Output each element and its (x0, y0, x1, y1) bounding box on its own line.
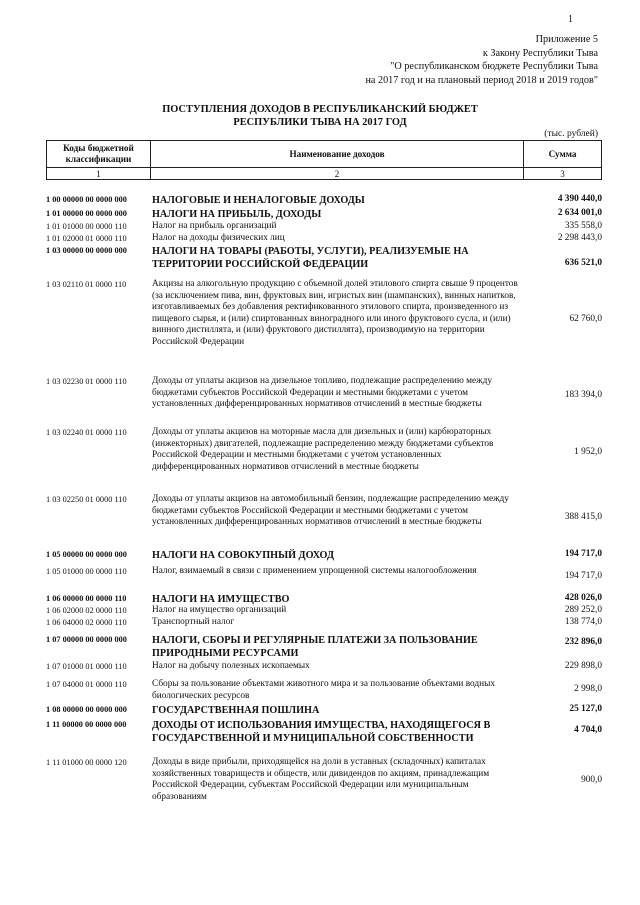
header-num-2: 2 (150, 168, 523, 180)
row-amount: 25 127,0 (569, 704, 602, 714)
row-name: НАЛОГИ НА СОВОКУПНЫЙ ДОХОД (152, 550, 334, 561)
row-code: 1 06 04000 02 0000 110 (46, 618, 127, 627)
row-amount: 289 252,0 (564, 605, 602, 615)
appendix-line: "О республиканском бюджете Республики Тыва (390, 61, 598, 72)
row-code: 1 03 02230 01 0000 110 (46, 377, 127, 386)
row-name: НАЛОГИ НА ТОВАРЫ (РАБОТЫ, УСЛУГИ), РЕАЛИЗУЕМЫЕ НА ТЕРРИТОРИИ РОССИЙСКОЙ ФЕДЕРАЦИИ (152, 246, 469, 270)
row-name: Транспортный налог (152, 617, 235, 627)
row-code: 1 05 00000 00 0000 000 (46, 550, 127, 559)
row-code: 1 01 01000 00 0000 110 (46, 222, 127, 231)
row-amount: 4 704,0 (574, 725, 602, 735)
row-code: 1 03 02250 01 0000 110 (46, 495, 127, 504)
appendix-block (365, 33, 598, 87)
row-code: 1 01 00000 00 0000 000 (46, 209, 127, 218)
header-num-3: 3 (524, 168, 602, 180)
row-code: 1 00 00000 00 0000 000 (46, 195, 127, 204)
row-name: Доходы в виде прибыли, приходящейся на доли в уставных (складочных) капиталах хозяйственных товариществ и обществ, или дивидендов по акциям, принадлежащим Российской Федерации, субъектам Российской Федерации или муниципальным образованиям (152, 757, 490, 802)
unit-label: (тыс. рублей) (544, 129, 598, 139)
row-name: ДОХОДЫ ОТ ИСПОЛЬЗОВАНИЯ ИМУЩЕСТВА, НАХОДЯЩЕГОСЯ В ГОСУДАРСТВЕННОЙ И МУНИЦИПАЛЬНОЙ СОБСТВЕННОСТИ (152, 720, 491, 744)
row-amount: 335 558,0 (564, 221, 602, 231)
row-name: НАЛОГИ НА ИМУЩЕСТВО (152, 594, 290, 605)
row-name: Налог на доходы физических лиц (152, 233, 285, 243)
row-amount: 194 717,0 (564, 571, 602, 581)
row-code: 1 11 00000 00 0000 000 (46, 720, 127, 729)
row-code: 1 03 02110 01 0000 110 (46, 280, 127, 289)
row-amount: 1 952,0 (574, 447, 602, 457)
row-amount: 428 026,0 (564, 593, 602, 603)
header-name: Наименование доходов (150, 141, 523, 168)
row-code: 1 05 01000 00 0000 110 (46, 567, 127, 576)
row-name: НАЛОГИ НА ПРИБЫЛЬ, ДОХОДЫ (152, 209, 322, 220)
row-name: НАЛОГИ, СБОРЫ И РЕГУЛЯРНЫЕ ПЛАТЕЖИ ЗА ПОЛЬЗОВАНИЕ ПРИРОДНЫМИ РЕСУРСАМИ (152, 635, 478, 659)
title-line: РЕСПУБЛИКИ ТЫВА НА 2017 ГОД (233, 116, 407, 128)
appendix-line: Приложение 5 (535, 34, 598, 45)
row-code: 1 03 02240 01 0000 110 (46, 428, 127, 437)
row-amount: 2 634 001,0 (557, 208, 602, 218)
row-amount: 388 415,0 (564, 512, 602, 522)
row-code: 1 03 00000 00 0000 000 (46, 246, 127, 255)
row-amount: 636 521,0 (564, 258, 602, 268)
row-code: 1 06 00000 00 0000 110 (46, 594, 127, 603)
row-code: 1 07 00000 00 0000 000 (46, 635, 127, 644)
row-name: Налог на добычу полезных ископаемых (152, 661, 310, 671)
row-amount: 2 298 443,0 (557, 233, 602, 243)
row-amount: 232 896,0 (564, 637, 602, 647)
document-title (0, 104, 640, 129)
row-amount: 4 390 440,0 (557, 194, 602, 204)
row-code: 1 08 00000 00 0000 000 (46, 705, 127, 714)
row-name: Налог на прибыль организаций (152, 221, 277, 231)
header-amount: Сумма (524, 141, 602, 168)
appendix-line: на 2017 год и на плановый период 2018 и 2019 годов" (365, 74, 598, 86)
row-name: Доходы от уплаты акцизов на дизельное топливо, подлежащие распределению между бюджетами субъектов Российской Федерации и местными бюджетами с учетом установленных дифференцированных нормативов отчислений в местные бюджеты (152, 376, 492, 409)
row-name: Доходы от уплаты акцизов на моторные масла для дизельных и (или) карбюраторных (инжекторных) двигателей, подлежащие распределению между бюджетами субъектов Российской Федерации и местными бюджетами с учетом установленных дифференцированных нормативов отчислений в местные бюджеты (152, 427, 494, 472)
row-code: 1 11 01000 00 0000 120 (46, 758, 127, 767)
row-name: ГОСУДАРСТВЕННАЯ ПОШЛИНА (152, 705, 320, 716)
row-name: НАЛОГОВЫЕ И НЕНАЛОГОВЫЕ ДОХОДЫ (152, 195, 365, 206)
table-header (46, 140, 602, 180)
row-name: Сборы за пользование объектами животного мира и за пользование объектами водных биологических ресурсов (152, 679, 496, 701)
row-code: 1 06 02000 02 0000 110 (46, 606, 127, 615)
row-code: 1 01 02000 01 0000 110 (46, 234, 127, 243)
row-amount: 229 898,0 (564, 661, 602, 671)
title-line: ПОСТУПЛЕНИЯ ДОХОДОВ В РЕСПУБЛИКАНСКИЙ БЮДЖЕТ (162, 104, 478, 115)
header-num-1: 1 (47, 168, 151, 180)
header-codes: Коды бюджетной классификации (47, 141, 151, 168)
row-amount: 138 774,0 (564, 617, 602, 627)
row-amount: 194 717,0 (564, 549, 602, 559)
page-number: 1 (568, 14, 573, 25)
row-name: Налог, взимаемый в связи с применением упрощенной системы налогообложения (152, 566, 477, 576)
appendix-line: к Закону Республики Тыва (482, 47, 598, 59)
row-amount: 900,0 (581, 775, 602, 785)
row-amount: 183 394,0 (564, 390, 602, 400)
row-name: Акцизы на алкогольную продукцию с объемной долей этилового спирта свыше 9 процентов (за исключением пива, вин, фруктовых вин, игристых вин (шампанских), винных напитков, изготавливаемых без добавления ректификованного этилового спирта, произведенного из пищевого сырья, и (или) спиртованных виноградного или иного фруктового сусла, и (или) винного дистиллята, и (или) фруктового дистиллята), производимую на территории Российской Федерации (152, 279, 518, 347)
row-amount: 62 760,0 (569, 314, 602, 324)
row-code: 1 07 04000 01 0000 110 (46, 680, 127, 689)
row-name: Доходы от уплаты акцизов на автомобильный бензин, подлежащие распределению между бюджетами субъектов Российской Федерации и местными бюджетами с учетом установленных дифференцированных нормативов отчислений в местные бюджеты (152, 494, 509, 527)
row-amount: 2 998,0 (574, 684, 602, 694)
row-code: 1 07 01000 01 0000 110 (46, 662, 127, 671)
row-name: Налог на имущество организаций (152, 605, 287, 615)
